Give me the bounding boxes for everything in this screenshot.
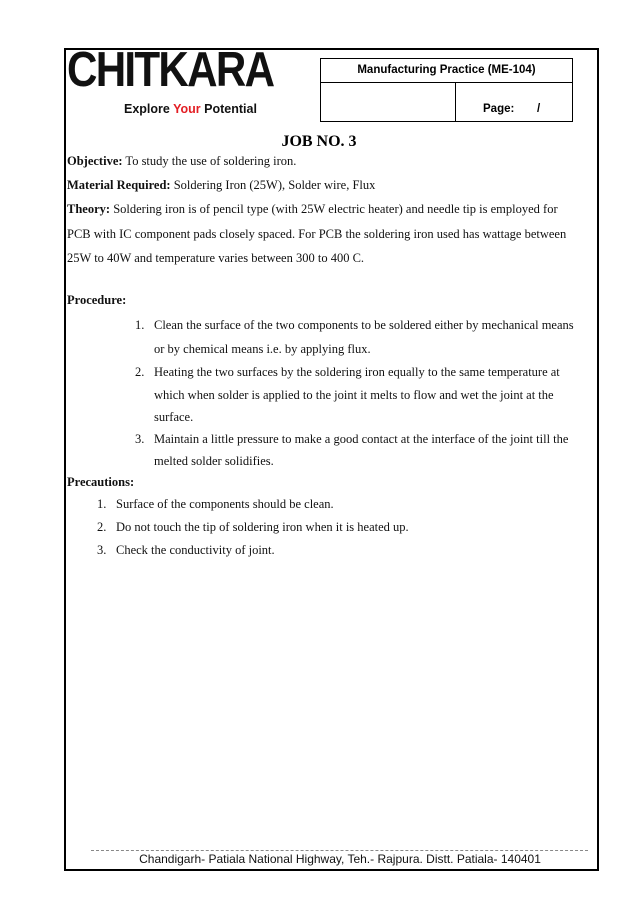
material-label: Material Required: bbox=[67, 178, 171, 192]
page-value: / bbox=[537, 103, 541, 115]
precautions-label: Precautions: bbox=[67, 475, 135, 489]
procedure-text: which when solder is applied to the joint it melts to flow and wet the joint at the bbox=[154, 388, 554, 402]
objective-label: Objective: bbox=[67, 154, 123, 168]
procedure-number: 3. bbox=[135, 432, 145, 446]
theory-line-2: PCB with IC component pads closely spaced. For PCB the soldering iron used has wattage between bbox=[67, 227, 567, 241]
material-line bbox=[67, 178, 597, 193]
material-text: Soldering Iron (25W), Solder wire, Flux bbox=[170, 178, 376, 192]
logo-tagline bbox=[124, 102, 257, 116]
precaution-number: 2. bbox=[97, 520, 107, 534]
procedure-text: melted solder solidifies. bbox=[154, 454, 274, 468]
precautions-heading bbox=[67, 475, 597, 490]
tagline-accent: Your bbox=[173, 102, 201, 116]
precaution-text: Check the conductivity of joint. bbox=[116, 543, 275, 557]
procedure-text: Clean the surface of the two components to be soldered either by mechanical means bbox=[154, 318, 574, 332]
objective-line bbox=[67, 154, 597, 169]
job-title: JOB NO. 3 bbox=[281, 133, 357, 150]
theory-text-1: Soldering iron is of pencil type (with 25W electric heater) and needle tip is employed for bbox=[110, 202, 558, 216]
theory-line-1 bbox=[67, 202, 597, 217]
theory-label: Theory: bbox=[67, 202, 111, 216]
tagline-part1: Explore bbox=[124, 102, 174, 116]
page-border bbox=[64, 43, 599, 871]
precaution-text: Surface of the components should be clean. bbox=[116, 497, 334, 511]
procedure-number: 2. bbox=[135, 365, 145, 379]
procedure-text: surface. bbox=[154, 410, 194, 424]
procedure-label: Procedure: bbox=[67, 293, 127, 307]
footer-rule bbox=[91, 850, 588, 851]
precaution-text: Do not touch the tip of soldering iron when it is heated up. bbox=[116, 520, 409, 534]
precaution-number: 3. bbox=[97, 543, 107, 557]
tagline-part2: Potential bbox=[200, 102, 257, 116]
precaution-number: 1. bbox=[97, 497, 107, 511]
page-label: Page: bbox=[483, 103, 515, 115]
objective-text: To study the use of soldering iron. bbox=[122, 154, 297, 168]
theory-line-3: 25W to 40W and temperature varies between 300 to 400 C. bbox=[67, 251, 365, 265]
course-title: Manufacturing Practice (ME-104) bbox=[321, 59, 572, 83]
header-table bbox=[320, 58, 573, 122]
procedure-text: Heating the two surfaces by the soldering iron equally to the same temperature at bbox=[154, 365, 560, 379]
chitkara-logo: CHITKARA bbox=[67, 43, 274, 97]
footer-address: Chandigarh- Patiala National Highway, Teh.- Rajpura. Distt. Patiala- 140401 bbox=[139, 852, 541, 866]
procedure-heading bbox=[67, 293, 597, 308]
procedure-number: 1. bbox=[135, 318, 145, 332]
header-divider bbox=[455, 83, 456, 122]
procedure-text: Maintain a little pressure to make a good contact at the interface of the joint till the bbox=[154, 432, 569, 446]
procedure-text: or by chemical means i.e. by applying flux. bbox=[154, 342, 371, 356]
